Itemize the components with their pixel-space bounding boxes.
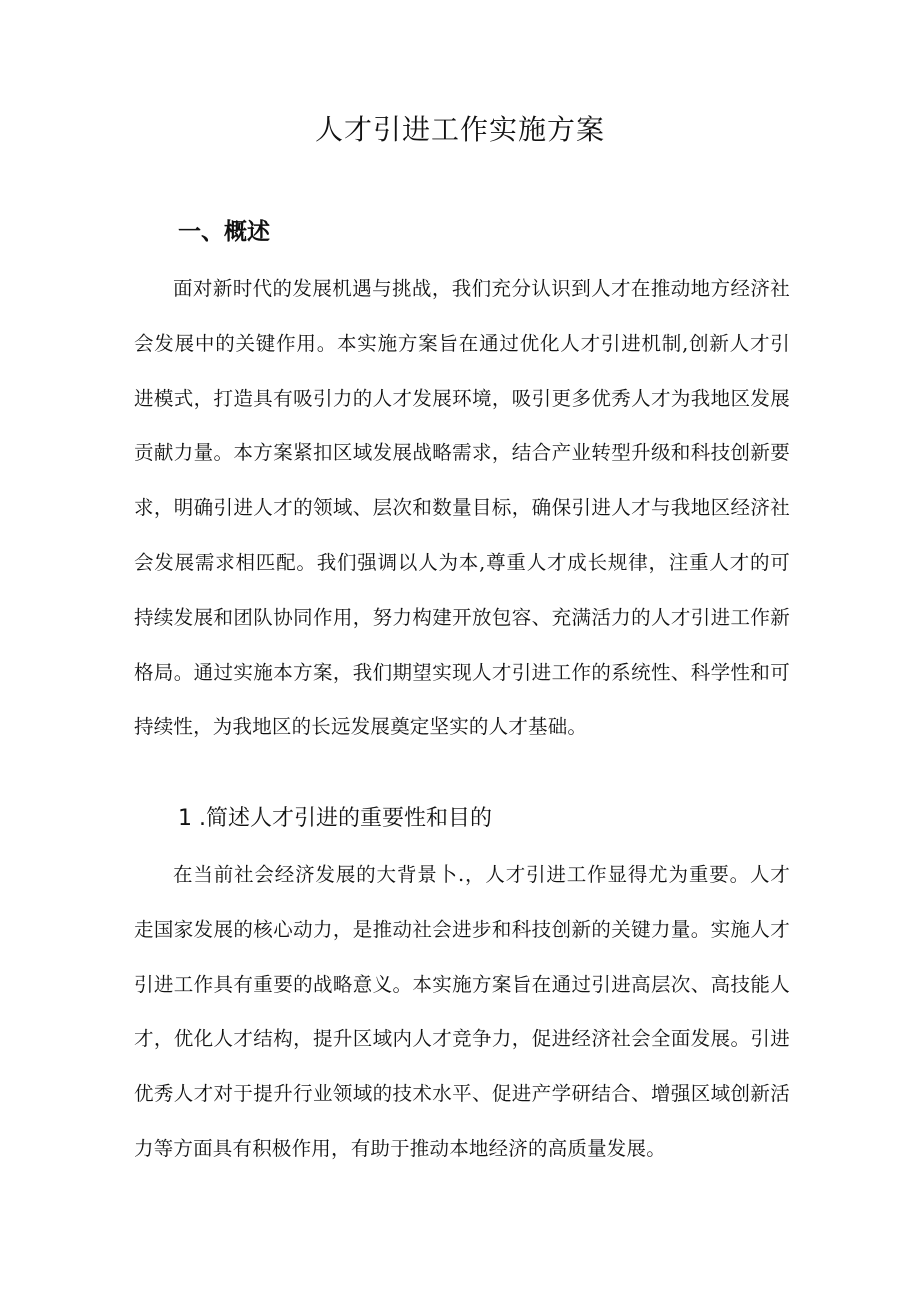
section-heading-overview: 一、概述 (178, 219, 270, 245)
section-heading-importance: 1 .简述人才引进的重要性和目的 (178, 806, 492, 831)
section-paragraph-overview: 面对新时代的发展机遇与挑战，我们充分认识到人才在推动地方经济社会发展中的关键作用。本实施方案旨在通过优化人才引进机制,创新人才引进模式，打造具有吸引力的人才发展环境，吸引更多优秀人才为我地区发展贡献力量。本方案紧扣区域发展战略需求，结合产业转型升级和科技创新要求，明确引进人才的领域、层次和数量目标，确保引进人才与我地区经济社会发展需求相匹配。我们强调以人为本,尊重人才成长规律，注重人才的可持续发展和团队协同作用，努力构建开放包容、充满活力的人才引进工作新格局。通过实施本方案，我们期望实现人才引进工作的系统性、科学性和可持续性，为我地区的长远发展奠定坚实的人才基础。 (134, 277, 790, 739)
section-paragraph-importance: 在当前社会经济发展的大背景卜.，人才引进工作显得尤为重要。人才走国家发展的核心动力，是推动社会进步和科技创新的关键力量。实施人才引进工作具有重要的战略意义。本实施方案旨在通过引进高层次、高技能人才，优化人才结构，提升区域内人才竞争力，促进经济社会全面发展。引进优秀人才对于提升行业领域的技术水平、促进产学研结合、增强区域创新活力等方面具有积极作用，有助于推动本地经济的高质量发展。 (134, 863, 790, 1160)
document-title: 人才引进工作实施方案 (314, 113, 605, 146)
